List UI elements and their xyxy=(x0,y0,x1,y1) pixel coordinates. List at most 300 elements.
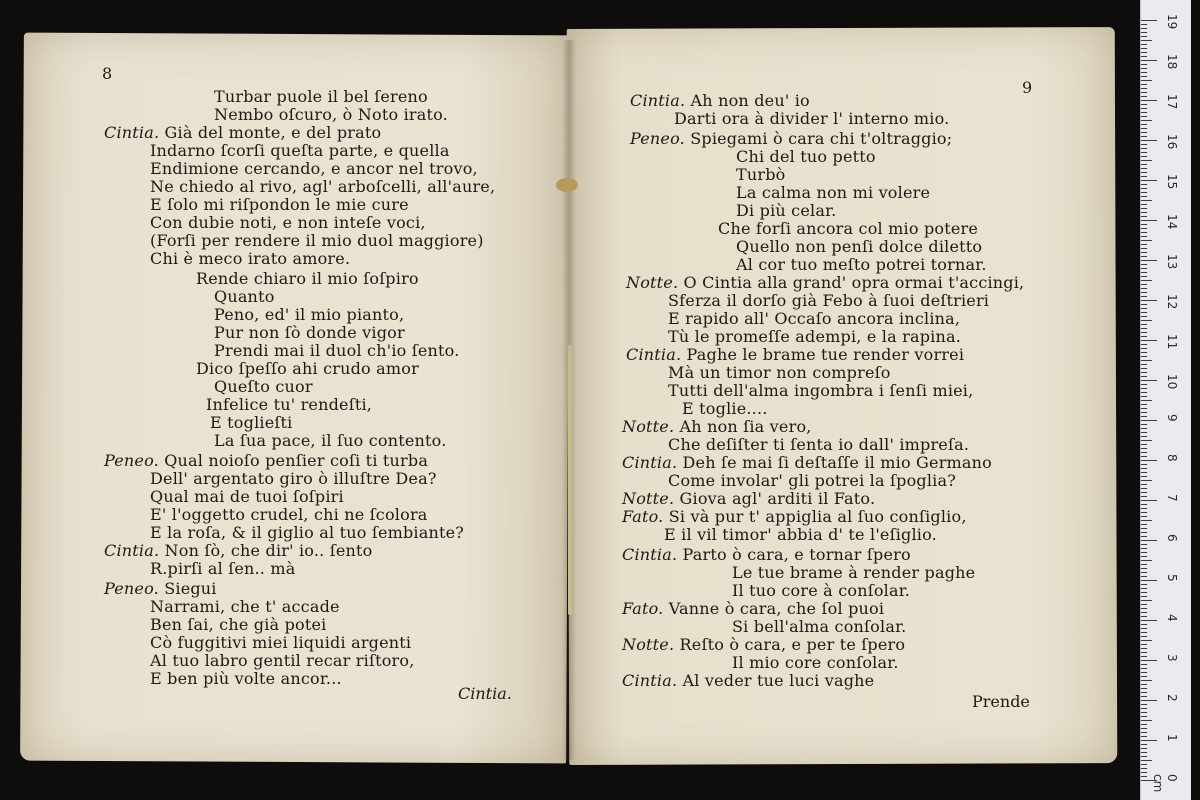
text-line xyxy=(622,418,812,436)
ruler-minor-tick xyxy=(1141,600,1152,601)
text-line xyxy=(622,508,967,526)
ruler-label: 17 xyxy=(1165,94,1179,110)
text-line xyxy=(150,142,450,160)
ruler-tick xyxy=(1141,380,1157,381)
verse-text: Parto ò cara, e tornar ſpero xyxy=(682,545,911,564)
ruler-label: 2 xyxy=(1165,694,1179,702)
ruler-minor-tick xyxy=(1141,316,1147,317)
right-page-number: 9 xyxy=(1022,78,1033,97)
speaker-name: Cintia. xyxy=(104,123,165,142)
text-line xyxy=(622,454,992,472)
ruler-label: 9 xyxy=(1165,414,1179,422)
ruler-minor-tick xyxy=(1141,24,1147,25)
ruler-minor-tick xyxy=(1141,364,1147,365)
speaker-name: Fato. xyxy=(622,599,669,618)
verse-text: (Forſi per rendere il mio duol maggiore) xyxy=(150,231,484,250)
verse-text: Qual noioſo penſier coſi ti turba xyxy=(164,451,429,470)
ruler-minor-tick xyxy=(1141,212,1147,213)
ruler-minor-tick xyxy=(1141,676,1147,677)
ruler-minor-tick xyxy=(1141,492,1147,493)
text-line xyxy=(668,472,956,490)
ruler-minor-tick xyxy=(1141,480,1152,481)
text-line xyxy=(668,436,969,454)
ruler-label: 13 xyxy=(1165,254,1179,270)
ruler-minor-tick xyxy=(1141,188,1147,189)
ruler-tick xyxy=(1141,60,1157,61)
text-line xyxy=(214,378,313,396)
ruler-minor-tick xyxy=(1141,632,1147,633)
speaker-name: Fato. xyxy=(622,507,669,526)
measurement-ruler xyxy=(1140,0,1191,800)
ruler-minor-tick xyxy=(1141,524,1147,525)
ruler-minor-tick xyxy=(1141,648,1147,649)
verse-text: Infelice tu' rendeſti, xyxy=(206,395,373,414)
ruler-minor-tick xyxy=(1141,268,1147,269)
ruler-minor-tick xyxy=(1141,436,1147,437)
ruler-minor-tick xyxy=(1141,152,1147,153)
ruler-minor-tick xyxy=(1141,680,1152,681)
text-line xyxy=(736,202,836,220)
ruler-minor-tick xyxy=(1141,516,1147,517)
right-catchword: Prende xyxy=(972,692,1030,711)
ruler-minor-tick xyxy=(1141,672,1147,673)
ruler-minor-tick xyxy=(1141,400,1152,401)
ruler-tick xyxy=(1141,100,1157,101)
ruler-minor-tick xyxy=(1141,728,1147,729)
ruler-minor-tick xyxy=(1141,584,1147,585)
ruler-minor-tick xyxy=(1141,308,1147,309)
text-line xyxy=(150,506,428,524)
ruler-minor-tick xyxy=(1141,548,1147,549)
ruler-label: 12 xyxy=(1165,294,1179,310)
ruler-minor-tick xyxy=(1141,148,1147,149)
ruler-minor-tick xyxy=(1141,276,1147,277)
ruler-minor-tick xyxy=(1141,552,1147,553)
verse-text: Prendi mai il duol ch'io ſento. xyxy=(214,341,460,360)
ruler-minor-tick xyxy=(1141,628,1147,629)
ruler-minor-tick xyxy=(1141,644,1147,645)
ruler-minor-tick xyxy=(1141,760,1152,761)
ruler-label: 16 xyxy=(1165,134,1179,150)
verse-text: Sferza il dorſo già Febo à ſuoi deſtrieri xyxy=(668,291,990,310)
verse-text: Nembo oſcuro, ò Noto irato. xyxy=(214,105,448,124)
ruler-minor-tick xyxy=(1141,476,1147,477)
ruler-minor-tick xyxy=(1141,272,1147,273)
text-line xyxy=(150,214,426,232)
ruler-minor-tick xyxy=(1141,572,1147,573)
ruler-tick xyxy=(1141,260,1157,261)
verse-text: Mà un timor non compreſo xyxy=(668,363,891,382)
verse-text: Il mio core conſolar. xyxy=(732,653,899,672)
ruler-minor-tick xyxy=(1141,688,1147,689)
ruler-minor-tick xyxy=(1141,512,1147,513)
verse-text: Di più celar. xyxy=(736,201,837,220)
text-line xyxy=(150,178,495,196)
ruler-minor-tick xyxy=(1141,748,1147,749)
ruler-minor-tick xyxy=(1141,716,1147,717)
verse-text: Chi del tuo petto xyxy=(736,147,876,166)
ruler-minor-tick xyxy=(1141,604,1147,605)
verse-text: Le tue brame à render paghe xyxy=(732,563,976,582)
text-line xyxy=(150,560,295,578)
ruler-minor-tick xyxy=(1141,520,1152,521)
ruler-minor-tick xyxy=(1141,556,1147,557)
ruler-minor-tick xyxy=(1141,744,1147,745)
text-line xyxy=(668,382,973,400)
ruler-label: 0 cm xyxy=(1151,774,1179,793)
ruler-minor-tick xyxy=(1141,244,1147,245)
verse-text: Turbò xyxy=(736,165,786,184)
text-line xyxy=(736,166,786,184)
verse-text: La ſua pace, il ſuo contento. xyxy=(214,431,447,450)
ruler-label: 4 xyxy=(1165,614,1179,622)
ruler-minor-tick xyxy=(1141,776,1147,777)
verse-text: Ne chiedo al rivo, agl' arboſcelli, all'aure, xyxy=(150,177,496,196)
verse-text: Pur non ſò donde vigor xyxy=(214,323,405,342)
ruler-label: 19 xyxy=(1165,14,1179,30)
text-line xyxy=(626,274,1024,292)
ruler-label: 14 xyxy=(1165,214,1179,230)
ruler-minor-tick xyxy=(1141,668,1147,669)
ruler-tick xyxy=(1141,620,1157,621)
ruler-minor-tick xyxy=(1141,440,1152,441)
ruler-minor-tick xyxy=(1141,36,1147,37)
ruler-minor-tick xyxy=(1141,356,1147,357)
text-line xyxy=(736,256,987,274)
ruler-minor-tick xyxy=(1141,488,1147,489)
text-line xyxy=(150,488,344,506)
ruler-minor-tick xyxy=(1141,468,1147,469)
text-line xyxy=(214,288,275,306)
text-line xyxy=(622,490,875,508)
ruler-minor-tick xyxy=(1141,664,1147,665)
verse-text: E ben più volte ancor... xyxy=(150,669,342,688)
ruler-minor-tick xyxy=(1141,636,1147,637)
ruler-minor-tick xyxy=(1141,612,1147,613)
ruler-minor-tick xyxy=(1141,236,1147,237)
ruler-minor-tick xyxy=(1141,208,1147,209)
verse-text: O Cintia alla grand' opra ormai t'accingi, xyxy=(683,273,1025,292)
text-line xyxy=(736,184,930,202)
ruler-minor-tick xyxy=(1141,200,1152,201)
text-line xyxy=(630,130,952,148)
ruler-minor-tick xyxy=(1141,588,1147,589)
ruler-minor-tick xyxy=(1141,736,1147,737)
verse-text: Al cor tuo meſto potrei tornar. xyxy=(736,255,987,274)
ruler-tick xyxy=(1141,740,1157,741)
ruler-minor-tick xyxy=(1141,444,1147,445)
text-line xyxy=(630,92,810,110)
text-line xyxy=(150,616,326,634)
verse-text: Indarno ſcorſi queſta parte, e quella xyxy=(150,141,450,160)
verse-text: R.pirſi al ſen.. mà xyxy=(150,559,296,578)
ruler-minor-tick xyxy=(1141,204,1147,205)
ruler-minor-tick xyxy=(1141,240,1152,241)
verse-text: Queſto cuor xyxy=(214,377,313,396)
ruler-label: 11 xyxy=(1165,334,1179,350)
ruler-minor-tick xyxy=(1141,544,1147,545)
text-line xyxy=(668,328,961,346)
verse-text: Peno, ed' il mio pianto, xyxy=(214,305,405,324)
ruler-tick xyxy=(1141,20,1157,21)
ruler-minor-tick xyxy=(1141,176,1147,177)
ruler-minor-tick xyxy=(1141,724,1147,725)
ruler-minor-tick xyxy=(1141,528,1147,529)
ruler-minor-tick xyxy=(1141,532,1147,533)
ruler-minor-tick xyxy=(1141,228,1147,229)
ruler-label: 1 xyxy=(1165,734,1179,742)
ruler-minor-tick xyxy=(1141,696,1147,697)
verse-text: Qual mai de tuoi ſoſpiri xyxy=(150,487,344,506)
ruler-label: 15 xyxy=(1165,174,1179,190)
speaker-name: Cintia. xyxy=(104,541,165,560)
verse-text: Già del monte, e del prato xyxy=(164,123,382,142)
ruler-label: 7 xyxy=(1165,494,1179,502)
text-line xyxy=(668,310,960,328)
verse-text: Endimione cercando, e ancor nel trovo, xyxy=(150,159,478,178)
text-line xyxy=(214,342,460,360)
verse-text: E ſolo mi riſpondon le mie cure xyxy=(150,195,409,214)
ruler-tick xyxy=(1141,140,1157,141)
ruler-minor-tick xyxy=(1141,44,1147,45)
text-line xyxy=(622,600,884,618)
verse-text: Che forſi ancora col mio potere xyxy=(718,219,979,238)
ruler-minor-tick xyxy=(1141,504,1147,505)
speaker-name: Notte. xyxy=(622,489,680,508)
ruler-minor-tick xyxy=(1141,28,1147,29)
ruler-minor-tick xyxy=(1141,104,1147,105)
ruler-minor-tick xyxy=(1141,296,1147,297)
speaker-name: Cintia. xyxy=(622,545,683,564)
ruler-minor-tick xyxy=(1141,48,1147,49)
ruler-minor-tick xyxy=(1141,752,1147,753)
text-line xyxy=(150,634,411,652)
text-line xyxy=(196,270,419,288)
ruler-minor-tick xyxy=(1141,192,1147,193)
speaker-name: Cintia. xyxy=(622,671,683,690)
ruler-minor-tick xyxy=(1141,184,1147,185)
ruler-minor-tick xyxy=(1141,320,1152,321)
ruler-minor-tick xyxy=(1141,768,1147,769)
ruler-minor-tick xyxy=(1141,756,1147,757)
verse-text: Vanne ò cara, che ſol puoi xyxy=(668,599,885,618)
ruler-minor-tick xyxy=(1141,508,1147,509)
ruler-minor-tick xyxy=(1141,40,1152,41)
ruler-minor-tick xyxy=(1141,412,1147,413)
speaker-name: Peneo. xyxy=(104,451,165,470)
verse-text: Chi è meco irato amore. xyxy=(150,249,351,268)
ruler-minor-tick xyxy=(1141,708,1147,709)
binding-thread xyxy=(568,345,572,615)
ruler-tick xyxy=(1141,420,1157,421)
text-line xyxy=(732,582,910,600)
ruler-minor-tick xyxy=(1141,196,1147,197)
text-line xyxy=(622,672,874,690)
ruler-minor-tick xyxy=(1141,608,1147,609)
verse-text: E rapido all' Occaſo ancora inclina, xyxy=(668,309,961,328)
text-line xyxy=(626,346,964,364)
ruler-minor-tick xyxy=(1141,108,1147,109)
text-line xyxy=(150,160,478,178)
verse-text: Il tuo core à conſolar. xyxy=(732,581,911,600)
ruler-minor-tick xyxy=(1141,80,1152,81)
verse-text: Al tuo labro gentil recar riſtoro, xyxy=(150,651,415,670)
ruler-minor-tick xyxy=(1141,256,1147,257)
ruler-minor-tick xyxy=(1141,248,1147,249)
text-line xyxy=(668,292,989,310)
ruler-minor-tick xyxy=(1141,772,1147,773)
verse-text: Non ſò, che dir' io.. ſento xyxy=(164,541,373,560)
left-catchword: Cintia. xyxy=(458,684,512,703)
verse-text: Giova agl' arditi il Fato. xyxy=(679,489,876,508)
ruler-minor-tick xyxy=(1141,712,1147,713)
verse-text: Cò fuggitivi miei liquidi argenti xyxy=(150,633,412,652)
ruler-minor-tick xyxy=(1141,76,1147,77)
verse-text: Con dubie noti, e non inteſe voci, xyxy=(150,213,426,232)
verse-text: Tutti dell'alma ingombra i ſenſi miei, xyxy=(668,381,974,400)
ruler-minor-tick xyxy=(1141,640,1152,641)
ruler-label: 18 xyxy=(1165,54,1179,70)
verse-text: Darti ora à divider l' interno mio. xyxy=(674,109,950,128)
verse-text: Reſto ò cara, e per te ſpero xyxy=(679,635,906,654)
verse-text: Paghe le brame tue render vorrei xyxy=(686,345,965,364)
verse-text: Ah non deu' io xyxy=(690,91,810,110)
verse-text: La calma non mi volere xyxy=(736,183,931,202)
verse-text: E toglieſti xyxy=(210,413,293,432)
ruler-minor-tick xyxy=(1141,704,1147,705)
ruler-minor-tick xyxy=(1141,312,1147,313)
ruler-minor-tick xyxy=(1141,624,1147,625)
text-line xyxy=(736,238,982,256)
ruler-minor-tick xyxy=(1141,344,1147,345)
verse-text: Ben ſai, che già potei xyxy=(150,615,327,634)
text-line xyxy=(732,654,899,672)
text-line xyxy=(736,148,876,166)
text-line xyxy=(664,526,937,544)
ruler-minor-tick xyxy=(1141,252,1147,253)
text-line xyxy=(150,598,340,616)
ruler-minor-tick xyxy=(1141,388,1147,389)
text-line xyxy=(150,196,409,214)
ruler-minor-tick xyxy=(1141,764,1147,765)
verse-text: Al veder tue luci vaghe xyxy=(682,671,875,690)
ruler-minor-tick xyxy=(1141,428,1147,429)
ruler-minor-tick xyxy=(1141,464,1147,465)
ruler-minor-tick xyxy=(1141,456,1147,457)
text-line xyxy=(674,110,949,128)
ruler-minor-tick xyxy=(1141,332,1147,333)
ruler-tick xyxy=(1141,500,1157,501)
speaker-name: Cintia. xyxy=(626,345,687,364)
text-line xyxy=(214,306,404,324)
speaker-name: Peneo. xyxy=(630,129,691,148)
text-line xyxy=(150,652,415,670)
text-line xyxy=(150,470,437,488)
text-line xyxy=(196,360,419,378)
speaker-name: Notte. xyxy=(622,417,680,436)
verse-text: Deh ſe mai ſi deſtaſſe il mio Germano xyxy=(682,453,993,472)
ruler-minor-tick xyxy=(1141,392,1147,393)
ruler-minor-tick xyxy=(1141,116,1147,117)
speaker-name: Peneo. xyxy=(104,579,165,598)
ruler-minor-tick xyxy=(1141,124,1147,125)
verse-text: Dell' argentato giro ò illuſtre Dea? xyxy=(150,469,437,488)
ruler-minor-tick xyxy=(1141,732,1147,733)
text-line xyxy=(668,364,891,382)
ruler-minor-tick xyxy=(1141,564,1147,565)
ruler-minor-tick xyxy=(1141,568,1147,569)
verse-text: Come involar' gli potrei la ſpoglia? xyxy=(668,471,957,490)
ruler-minor-tick xyxy=(1141,360,1152,361)
text-line xyxy=(150,232,484,250)
ruler-minor-tick xyxy=(1141,368,1147,369)
verse-text: Narrami, che t' accade xyxy=(150,597,340,616)
ruler-minor-tick xyxy=(1141,484,1147,485)
ruler-minor-tick xyxy=(1141,616,1147,617)
verse-text: E toglie.... xyxy=(682,399,768,418)
ruler-tick xyxy=(1141,300,1157,301)
ruler-minor-tick xyxy=(1141,132,1147,133)
verse-text: Si bell'alma conſolar. xyxy=(732,617,907,636)
ruler-minor-tick xyxy=(1141,96,1147,97)
ruler-minor-tick xyxy=(1141,144,1147,145)
ruler-minor-tick xyxy=(1141,32,1147,33)
ruler-minor-tick xyxy=(1141,64,1147,65)
ruler-tick xyxy=(1141,180,1157,181)
ruler-minor-tick xyxy=(1141,284,1147,285)
ruler-tick xyxy=(1141,220,1157,221)
text-line xyxy=(214,432,447,450)
ruler-tick xyxy=(1141,540,1157,541)
ruler-minor-tick xyxy=(1141,652,1147,653)
verse-text: Siegui xyxy=(164,579,217,598)
ruler-minor-tick xyxy=(1141,592,1147,593)
verse-text: Tù le promeſſe adempi, e la rapina. xyxy=(668,327,962,346)
ruler-tick xyxy=(1141,460,1157,461)
ruler-label: 8 xyxy=(1165,454,1179,462)
text-line xyxy=(214,106,448,124)
text-line xyxy=(210,414,292,432)
ruler-minor-tick xyxy=(1141,324,1147,325)
ruler-minor-tick xyxy=(1141,88,1147,89)
ruler-minor-tick xyxy=(1141,156,1147,157)
ruler-minor-tick xyxy=(1141,352,1147,353)
verse-text: Quello non penſi dolce diletto xyxy=(736,237,983,256)
ruler-minor-tick xyxy=(1141,396,1147,397)
ruler-minor-tick xyxy=(1141,656,1147,657)
ruler-minor-tick xyxy=(1141,92,1147,93)
text-line xyxy=(214,88,428,106)
text-line xyxy=(104,452,428,470)
ruler-minor-tick xyxy=(1141,576,1147,577)
speaker-name: Notte. xyxy=(626,273,684,292)
ruler-tick xyxy=(1141,660,1157,661)
verse-text: Che deſiſter ti ſenta io dall' impreſa. xyxy=(668,435,970,454)
ruler-minor-tick xyxy=(1141,432,1147,433)
verse-text: Ah non ſia vero, xyxy=(679,417,812,436)
ruler-minor-tick xyxy=(1141,472,1147,473)
ruler-minor-tick xyxy=(1141,424,1147,425)
ruler-minor-tick xyxy=(1141,536,1147,537)
ruler-minor-tick xyxy=(1141,280,1152,281)
ruler-minor-tick xyxy=(1141,448,1147,449)
text-line xyxy=(732,564,975,582)
ruler-minor-tick xyxy=(1141,232,1147,233)
ruler-minor-tick xyxy=(1141,52,1147,53)
verse-text: Quanto xyxy=(214,287,275,306)
ruler-minor-tick xyxy=(1141,172,1147,173)
text-line xyxy=(732,618,906,636)
